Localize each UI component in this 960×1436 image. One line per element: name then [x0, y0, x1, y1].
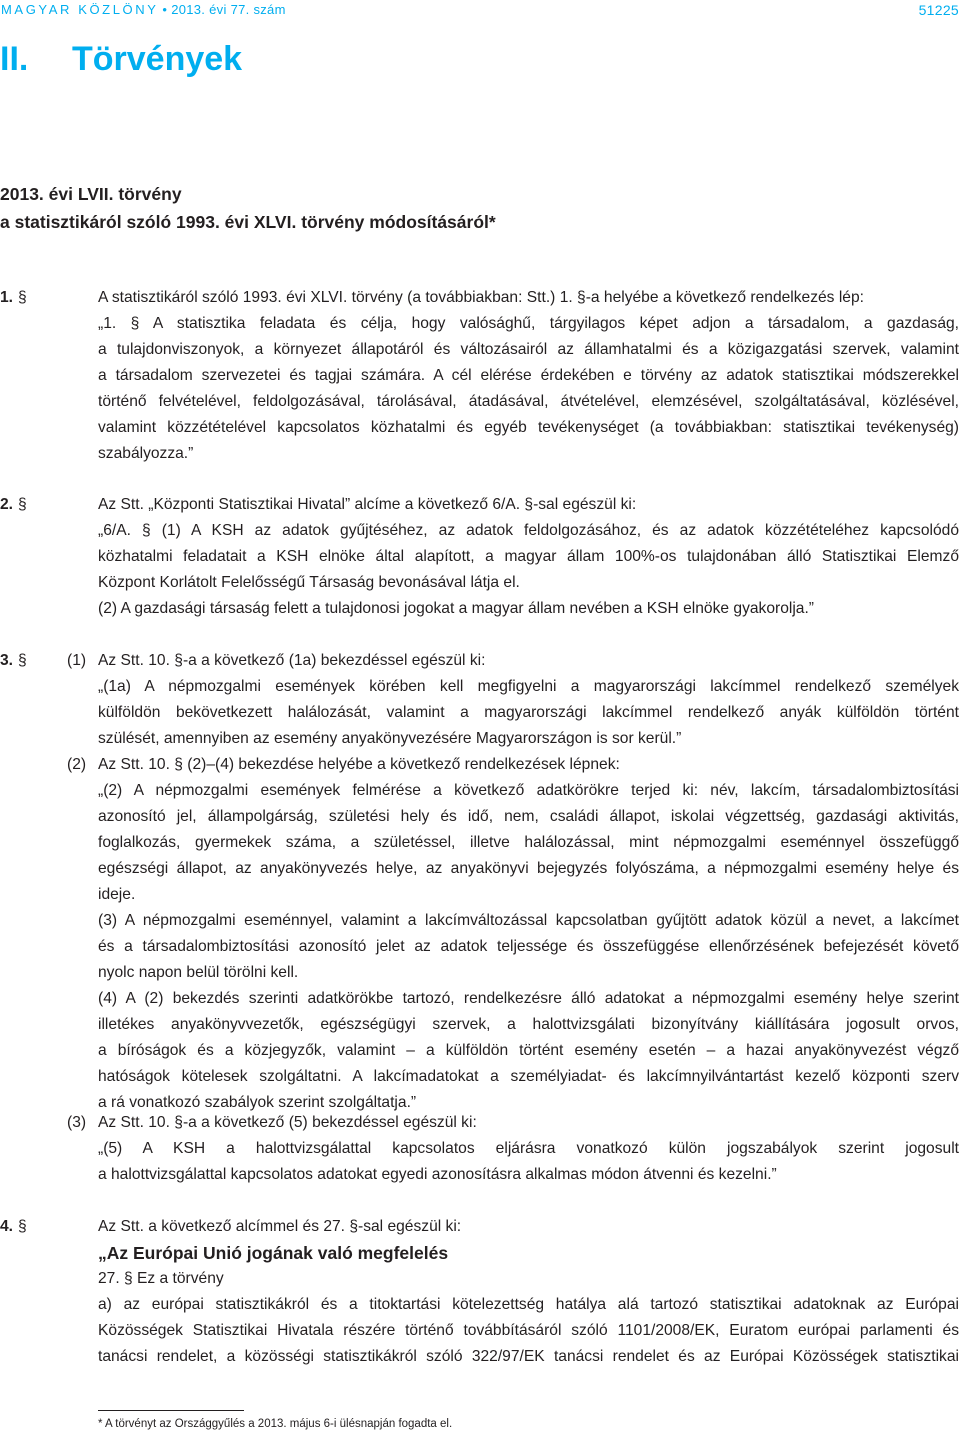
subsection-1-body [98, 648, 959, 752]
text-line: és a társadalombiztosítási azonosító jelet az adatok teljessége és összefüggése ellenőrzésének befejezését követő [98, 938, 959, 955]
paragraph-number: 3. [0, 652, 14, 669]
paragraph-number: 1. [0, 289, 14, 306]
text-line: a bíróságok és a közjegyzők, valamint – a külföldön történt esemény esetén – a hazai anyakönyvezést végző [98, 1042, 959, 1059]
text-line: foglalkozás, gyermekek száma, a születéssel, illetve halálozással, mint népmozgalmi eseménnyel összefüggő [98, 834, 959, 851]
section-title: Törvények [72, 40, 243, 78]
section-sign: § [18, 289, 27, 306]
subsection-intro: Az Stt. 10. §-a a következő (5) bekezdéssel egészül ki: [98, 1114, 477, 1131]
text-line: a rá vonatkozó szabályok szerint szolgáltatja.” [98, 1094, 417, 1111]
text-line: a társadalom szervezetei és tagjai számára. A cél elérése érdekében e törvény az adatok statisztikai módszerekkel [98, 367, 959, 384]
paragraph-intro: A statisztikáról szóló 1993. évi XLVI. törvény (a továbbiakban: Stt.) 1. §-a helyébe a következő rendelkezés lép: [98, 289, 864, 306]
text-line: „(2) A népmozgalmi események felmérése a következő adatkörökre terjed ki: név, lakcím, társadalombiztosítási [98, 782, 959, 799]
text-line: a tulajdonviszonyok, a környezet állapotáról és változásairól az államhatalmi és a közigazgatási szervek, valamint [98, 341, 959, 358]
text-line: tanácsi rendelet, a közösségi statisztikákról szóló 322/97/EK tanácsi rendelet és az Európai Közösségek statisztikai [98, 1348, 959, 1365]
footnote: * A törvényt az Országgyűlés a 2013. május 6-i ülésnapján fogadta el. [98, 1418, 453, 1430]
text-line: hatóságok kötelesek szolgáltatni. A lakcímadatokat a személyiadat- és lakcímnyilvántartást kezelő központi szerv [98, 1068, 959, 1085]
subsection-number: (3) [67, 1114, 87, 1131]
law-title [0, 180, 496, 236]
paragraph-body [98, 1214, 959, 1370]
subsection-number: (1) [67, 652, 87, 669]
text-line: Központ Korlátolt Felelősségű Társaság bevonásával látja el. [98, 574, 520, 591]
subtitle-heading: „Az Európai Unió jogának való megfelelés [98, 1243, 449, 1263]
text-line: azonosító jel, állampolgárság, születési hely és idő, nem, családi állapot, iskolai végzettség, gazdasági aktivitás, [98, 808, 959, 825]
subsection-2-body [98, 752, 959, 1116]
text-line: a) az európai statisztikákról és a titoktartási kötelezettség hatálya alá tartozó statisztikai adatoknak az Európai [98, 1296, 959, 1313]
section-number: II. [0, 40, 29, 78]
section-sign: § [18, 652, 27, 669]
text-line: ideje. [98, 886, 136, 903]
subsection-intro: Az Stt. 10. § (2)–(4) bekezdése helyébe a következő rendelkezések lépnek: [98, 756, 620, 773]
section-sign: § [18, 1218, 27, 1235]
text-line: 27. § Ez a törvény [98, 1270, 224, 1287]
text-line: „1. § A statisztika feladata és célja, hogy valósághű, tárgyilagos képet adjon a társadalom, a gazdaság, [98, 315, 959, 332]
text-line: egészségi állapot, az anyakönyvezés helye, az anyakönyvi bejegyzés folyószáma, a népmozgalmi esemény helye és [98, 860, 959, 877]
text-line: nyolc napon belül törölni kell. [98, 964, 299, 981]
paragraph-number: 4. [0, 1218, 14, 1235]
section-sign: § [18, 496, 27, 513]
text-line: külföldön bekövetkezett halálozását, valamint a magyarországi lakcímmel rendelkező anyák külföldön történt [98, 704, 959, 721]
publication-title: MAGYAR KÖZLÖNY • 2013. évi 77. szám [1, 2, 286, 17]
running-header [0, 2, 960, 24]
text-line: közhatalmi feladatait a KSH elnöke által alapított, a magyar állam 100%-os tulajdonában álló Statisztikai Elemző [98, 548, 959, 565]
subsection-number: (2) [67, 756, 87, 773]
paragraph-intro: Az Stt. a következő alcímmel és 27. §-sal egészül ki: [98, 1218, 462, 1235]
text-line: illetékes anyakönyvvezetők, egészségügyi szervek, a halottvizsgálati bizonyítvány kiállítására jogosult orvos, [98, 1016, 959, 1033]
text-line: szabályozza.” [98, 445, 194, 462]
text-line: valamint közzétételével kapcsolatos közhatalmi és egyéb tevékenységet (a továbbiakban: statisztikai tevékenység) [98, 419, 959, 436]
text-line: „(1a) A népmozgalmi események körében kell megfigyelni a magyarországi lakcímmel rendelkező személyek [98, 678, 959, 695]
text-line: (3) A népmozgalmi eseménnyel, valamint a lakcímváltozással kapcsolatban gyűjtött adatok közül a nevet, a lakcímet [98, 912, 959, 929]
paragraph-body [98, 285, 959, 467]
law-title-line-2: a statisztikáról szóló 1993. évi XLVI. törvény módosításáról* [0, 212, 496, 232]
paragraph-intro: Az Stt. „Központi Statisztikai Hivatal” alcíme a következő 6/A. §-sal egészül ki: [98, 496, 637, 513]
subsection-3-body [98, 1110, 959, 1188]
text-line: Közösségek Statisztikai Hivatala részére történő továbbításáról szóló 1101/2008/EK, Euratom európai parlamenti és [98, 1322, 959, 1339]
text-line: (2) A gazdasági társaság felett a tulajdonosi jogokat a magyar állam nevében a KSH elnöke gyakorolja.” [98, 600, 815, 617]
text-line: „(5) A KSH a halottvizsgálattal kapcsolatos eljárásra vonatkozó külön jogszabályok szerint jogosult [98, 1140, 959, 1157]
text-line: „6/A. § (1) A KSH az adatok gyűjtéséhez, az adatok feldolgozásához, és az adatok közzétételéhez kapcsolódó [98, 522, 959, 539]
text-line: szülését, amennyiben az esemény anyakönyvezésére Magyarországon is sor kerül.” [98, 730, 682, 747]
paragraph-body [98, 492, 959, 622]
law-title-line-1: 2013. évi LVII. törvény [0, 184, 182, 204]
text-line: (4) A (2) bekezdés szerinti adatkörökbe tartozó, rendelkezésre álló adatokat a népmozgalmi esemény helye szerint [98, 990, 959, 1007]
subsection-intro: Az Stt. 10. §-a a következő (1a) bekezdéssel egészül ki: [98, 652, 486, 669]
paragraph-number: 2. [0, 496, 14, 513]
footnote-divider [98, 1410, 244, 1411]
text-line: a halottvizsgálattal kapcsolatos adatokat egyedi azonosításra alkalmas módon átvenni és kezelni.” [98, 1166, 777, 1183]
text-line: történő felvételével, feldolgozásával, tárolásával, átadásával, átvételével, elemzésével, szolgáltatásával, közlésével, [98, 393, 959, 410]
page-number: 51225 [918, 2, 959, 18]
